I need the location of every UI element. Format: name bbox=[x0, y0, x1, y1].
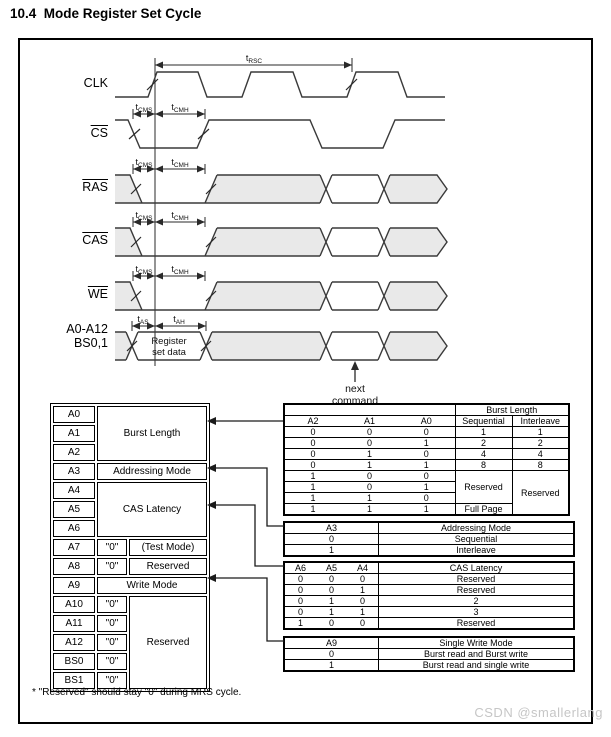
bit-cell: 1 bbox=[316, 596, 347, 607]
value-cell: 3 bbox=[379, 607, 575, 618]
bit-header: A2 bbox=[284, 416, 341, 427]
sequential-header: Sequential bbox=[455, 416, 512, 427]
value-cell: Reserved bbox=[379, 618, 575, 630]
reg-bit-cell: A2 bbox=[53, 444, 95, 461]
reg-bit-cell: A6 bbox=[53, 520, 95, 537]
bit-cell: 0 bbox=[316, 585, 347, 596]
cas-latency-header: CAS Latency bbox=[379, 562, 575, 574]
bit-cell: 0 bbox=[284, 649, 379, 660]
bus-value-line2: set data bbox=[152, 347, 186, 358]
trsc-label: $t_{RSC}$ bbox=[245, 53, 263, 65]
next-command-line1: next bbox=[345, 383, 365, 395]
tcms-label: $t_{CMS}$ bbox=[135, 210, 153, 222]
reg-bit-cell: A12 bbox=[53, 634, 95, 651]
tcms-label: $t_{CMS}$ bbox=[135, 102, 153, 114]
bit-cell: 1 bbox=[347, 607, 379, 618]
bit-header: A5 bbox=[316, 562, 347, 574]
bit-cell: 1 bbox=[341, 449, 398, 460]
reg-bit-cell: A5 bbox=[53, 501, 95, 518]
signal-label-clk: CLK bbox=[83, 76, 108, 90]
next-command-line2: command bbox=[331, 395, 379, 407]
bit-cell: 1 bbox=[284, 618, 316, 630]
burst-length-table bbox=[283, 403, 570, 516]
bit-cell: 0 bbox=[341, 427, 398, 438]
bus-value-line1: Register bbox=[151, 336, 187, 347]
bit-cell: 0 bbox=[398, 449, 455, 460]
reserved-field: Reserved bbox=[129, 596, 207, 689]
bit-cell: 0 bbox=[284, 460, 341, 471]
bit-header: A3 bbox=[284, 522, 379, 534]
value-cell: 4 bbox=[455, 449, 512, 460]
bit-header: A6 bbox=[284, 562, 316, 574]
addressing-mode-field: Addressing Mode bbox=[97, 463, 207, 480]
bit-cell: 0 bbox=[284, 449, 341, 460]
reg-bit-cell: A1 bbox=[53, 425, 95, 442]
bit-cell: 0 bbox=[284, 427, 341, 438]
bit-cell: 1 bbox=[316, 607, 347, 618]
reg-bit-cell: A9 bbox=[53, 577, 95, 594]
zero-cell: "0" bbox=[97, 596, 127, 613]
interleave-header: Interleave bbox=[512, 416, 569, 427]
bit-cell: 1 bbox=[284, 493, 341, 504]
bit-cell: 1 bbox=[341, 504, 398, 516]
reg-bit-cell: A11 bbox=[53, 615, 95, 632]
single-write-mode-header: Single Write Mode bbox=[379, 637, 575, 649]
bit-cell: 1 bbox=[341, 460, 398, 471]
bit-cell: 1 bbox=[347, 585, 379, 596]
tcms-label: $t_{CMS}$ bbox=[135, 264, 153, 276]
reg-bit-cell: A10 bbox=[53, 596, 95, 613]
bit-header: A4 bbox=[347, 562, 379, 574]
zero-cell: "0" bbox=[97, 672, 127, 689]
signal-label-ras: $\overline{RAS}$ bbox=[82, 180, 108, 194]
signal-label-we: $\overline{WE}$ bbox=[87, 287, 108, 301]
bit-cell: 1 bbox=[398, 438, 455, 449]
addressing-mode-header: Addressing Mode bbox=[379, 522, 575, 534]
signal-label-addr-line1: A0-A12 bbox=[66, 322, 108, 336]
burst-length-title: Burst Length bbox=[455, 404, 569, 416]
bit-cell: 0 bbox=[347, 596, 379, 607]
reg-bit-cell: A3 bbox=[53, 463, 95, 480]
bit-header: A9 bbox=[284, 637, 379, 649]
cas-latency-field: CAS Latency bbox=[97, 482, 207, 537]
zero-cell: "0" bbox=[97, 653, 127, 670]
zero-cell: "0" bbox=[97, 615, 127, 632]
bit-header: A1 bbox=[341, 416, 398, 427]
bit-cell: 0 bbox=[316, 574, 347, 585]
tcmh-label: $t_{CMH}$ bbox=[171, 157, 189, 169]
zero-cell: "0" bbox=[97, 558, 127, 575]
zero-cell: "0" bbox=[97, 634, 127, 651]
bit-cell: 1 bbox=[398, 504, 455, 516]
bit-cell: 0 bbox=[347, 618, 379, 630]
value-cell: Burst read and Burst write bbox=[379, 649, 575, 660]
bit-cell: 1 bbox=[284, 545, 379, 557]
bit-cell: 0 bbox=[398, 427, 455, 438]
zero-cell: "0" bbox=[97, 539, 127, 556]
tcms-label: $t_{CMS}$ bbox=[135, 157, 153, 169]
tah-label: $t_{AH}$ bbox=[173, 314, 185, 326]
bit-cell: 0 bbox=[284, 607, 316, 618]
tcmh-label: $t_{CMH}$ bbox=[171, 102, 189, 114]
bit-cell: 0 bbox=[284, 574, 316, 585]
bit-cell: 0 bbox=[341, 471, 398, 482]
bit-cell: 1 bbox=[398, 460, 455, 471]
reserved-field: Reserved bbox=[129, 558, 207, 575]
value-cell: 1 bbox=[512, 427, 569, 438]
reg-bit-cell: A8 bbox=[53, 558, 95, 575]
addressing-mode-table bbox=[283, 521, 575, 557]
single-write-mode-table bbox=[283, 636, 575, 672]
value-cell: Burst read and single write bbox=[379, 660, 575, 672]
cas-latency-table bbox=[283, 561, 575, 630]
bit-header: A0 bbox=[398, 416, 455, 427]
value-cell: Reserved bbox=[379, 585, 575, 596]
value-cell: 2 bbox=[455, 438, 512, 449]
page-title: 10.4 Mode Register Set Cycle bbox=[10, 6, 202, 21]
bit-cell: 0 bbox=[341, 438, 398, 449]
value-cell: Full Page bbox=[455, 504, 512, 516]
test-mode-field: (Test Mode) bbox=[129, 539, 207, 556]
bit-cell: 1 bbox=[284, 504, 341, 516]
bit-cell: 0 bbox=[284, 534, 379, 545]
value-cell: 2 bbox=[512, 438, 569, 449]
mode-register-map bbox=[50, 403, 210, 692]
value-cell: 1 bbox=[455, 427, 512, 438]
write-mode-field: Write Mode bbox=[97, 577, 207, 594]
signal-label-cas: $\overline{CAS}$ bbox=[82, 233, 108, 247]
value-cell: Interleave bbox=[379, 545, 575, 557]
signal-label-cs: $\overline{CS}$ bbox=[90, 126, 108, 140]
bit-cell: 0 bbox=[284, 585, 316, 596]
bit-cell: 1 bbox=[284, 471, 341, 482]
reg-bit-cell: A4 bbox=[53, 482, 95, 499]
bit-cell: 1 bbox=[341, 493, 398, 504]
value-cell: 4 bbox=[512, 449, 569, 460]
reg-bit-cell: A0 bbox=[53, 406, 95, 423]
watermark: CSDN @smallerlang bbox=[474, 705, 603, 720]
bit-cell: 0 bbox=[398, 493, 455, 504]
tcmh-label: $t_{CMH}$ bbox=[171, 264, 189, 276]
reserved-cell: Reserved bbox=[455, 471, 512, 504]
bit-cell: 0 bbox=[341, 482, 398, 493]
bit-cell: 1 bbox=[284, 660, 379, 672]
empty-header-cell bbox=[284, 404, 455, 416]
value-cell: 8 bbox=[512, 460, 569, 471]
signal-label-addr-line2: BS0,1 bbox=[73, 336, 108, 350]
value-cell: Reserved bbox=[379, 574, 575, 585]
bit-cell: 0 bbox=[398, 471, 455, 482]
bit-cell: 1 bbox=[284, 482, 341, 493]
reg-bit-cell: A7 bbox=[53, 539, 95, 556]
value-cell: 2 bbox=[379, 596, 575, 607]
bit-cell: 0 bbox=[316, 618, 347, 630]
bit-cell: 0 bbox=[284, 438, 341, 449]
bit-cell: 0 bbox=[284, 596, 316, 607]
reg-bit-cell: BS1 bbox=[53, 672, 95, 689]
reg-bit-cell: BS0 bbox=[53, 653, 95, 670]
tcmh-label: $t_{CMH}$ bbox=[171, 210, 189, 222]
bit-cell: 1 bbox=[398, 482, 455, 493]
burst-length-field: Burst Length bbox=[97, 406, 207, 461]
reserved-cell: Reserved bbox=[512, 471, 569, 516]
footnote: * "Reserved" should stay "0" during MRS cycle. bbox=[32, 687, 242, 698]
tas-label: $t_{AS}$ bbox=[137, 314, 149, 326]
value-cell: 8 bbox=[455, 460, 512, 471]
signal-label-address bbox=[40, 322, 108, 350]
value-cell: Sequential bbox=[379, 534, 575, 545]
bit-cell: 0 bbox=[347, 574, 379, 585]
